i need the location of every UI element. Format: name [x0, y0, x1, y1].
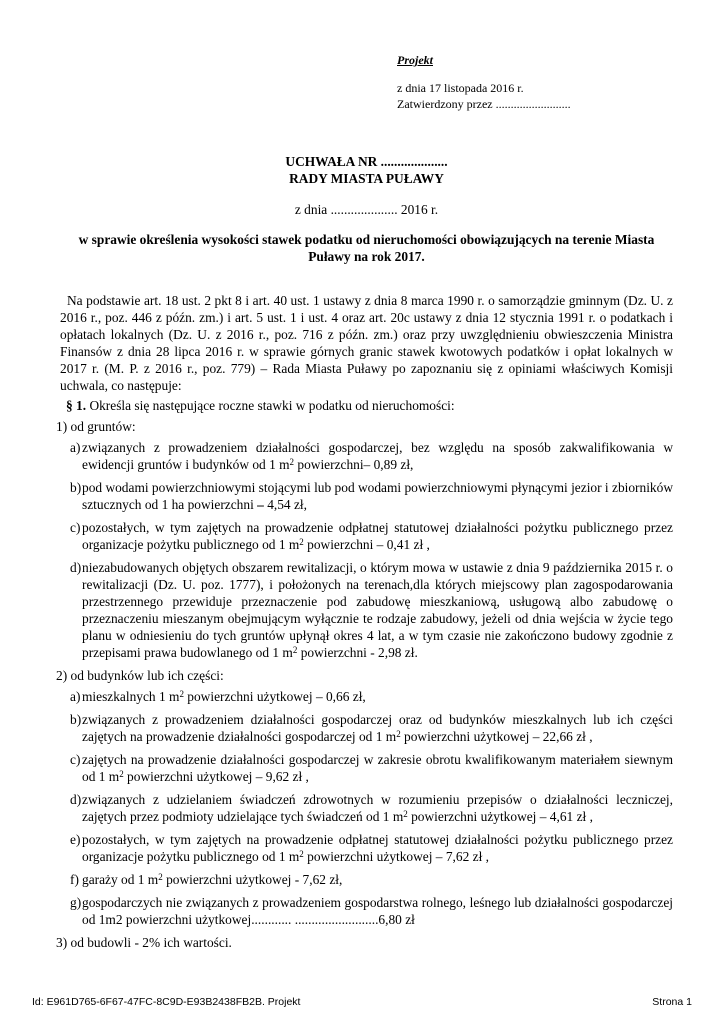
list-item-2f: f) garaży od 1 $m^2$ powierzchni użytkowej - 7,62 zł,	[70, 872, 343, 887]
intro-paragraph: Na podstawie art. 18 ust. 2 pkt 8 i art. 40 ust. 1 ustawy z dnia 8 marca 1990 r. o samorządzie gminnym (Dz. U. z 2016 r., poz. 446 z późn. zm.) i art. 5 ust. 1 i ust. 4 oraz art. 20c ustawy z dnia 12 stycznia 1991 r. o podatkach i opłatach lokalnych (Dz. U. z 2016 r., poz. 716 z późn. zm.) oraz przy uwzględnieniu obwieszczenia Ministra Finansów z dnia 28 lipca 2016 r. w sprawie górnych granic stawek kwotowych podatków i opłat lokalnych w 2017 r. (M. P. z 2016 r., poz. 779) – Rada Miasta Puławy po zapoznaniu się z opiniami właściwych Komisji uchwala, co następuje:	[60, 293, 673, 393]
header-approved: Zatwierdzony przez .........................	[397, 97, 571, 111]
list-item-2e: e) pozostałych, w tym zajętych na prowadzenie odpłatnej statutowej działalności pożytku publicznego przez organizacje pożytku publicznego od 1 $m^2$ powierzchni użytkowej – 7,62 zł ,	[70, 832, 673, 864]
list-item-1d: d) niezabudowanych objętych obszarem rewitalizacji, o którym mowa w ustawie z dnia 9 października 2015 r. o rewitalizacji (Dz. U. poz. 1777), i położonych na terenach,dla których miejscowy plan zagospodarowania przestrzennego przewiduje przeznaczenie pod zabudowę mieszkaniową, usługową albo zabudowę o przeznaczeniu mieszanym obejmującym wyłącznie te rodzaje zabudowy, jeżeli od dnia wejścia w życie tego planu w odniesieniu do tych gruntów upłynął okres 4 lat, a w tym czasie nie zakończono budowy zgodnie z przepisami prawa budowlanego od 1 $m^2$ powierzchni - 2,98 zł.	[70, 560, 673, 660]
projekt-label: Projekt	[397, 53, 433, 67]
section-1-items	[60, 439, 673, 661]
resolution-number: UCHWAŁA NR ....................	[285, 154, 448, 169]
list-item-2d: d) związanych z udzielaniem świadczeń zdrowotnych w rozumieniu przepisów o działalności leczniczej, zajętych przez podmioty udzielające tych świadczeń od 1 $m^2$ powierzchni użytkowej – 4,61 zł ,	[70, 792, 673, 824]
header-block	[397, 52, 571, 112]
list-item-1c: c) pozostałych, w tym zajętych na prowadzenie odpłatnej statutowej działalności pożytku publicznego przez organizacje pożytku publicznego od 1 $m^2$ powierzchni – 0,41 zł ,	[70, 520, 673, 552]
resolution-title	[60, 153, 673, 187]
resolution-subject: w sprawie określenia wysokości stawek podatku od nieruchomości obowiązujących na terenie Miasta Puławy na rok 2017.	[78, 232, 655, 264]
list-item-1a: a) związanych z prowadzeniem działalności gospodarczej, bez względu na sposób zakwalifikowania w ewidencji gruntów i budynków od 1 $m^2$ powierzchni– 0,89 zł,	[70, 440, 673, 472]
resolution-date: z dnia .................... 2016 r.	[294, 202, 439, 217]
list-item-2g: g) gospodarczych nie związanych z prowadzeniem gospodarstwa rolnego, leśnego lub działalności gospodarczej od 1m2 powierzchni użytkowej............ .........................6,80 zł	[70, 895, 673, 927]
section-2-label: 2) od budynków lub ich części:	[56, 668, 224, 683]
list-item-2a: a) mieszkalnych 1 $m^2$ powierzchni użytkowej – 0,66 zł,	[70, 689, 366, 704]
list-item-2c: c) zajętych na prowadzenie działalności gospodarczej w zakresie obrotu kwalifikowanym materiałem siewnym od 1 $m^2$ powierzchni użytkowej – 9,62 zł ,	[70, 752, 673, 784]
header-date: z dnia 17 listopada 2016 r.	[397, 81, 524, 95]
list-item-1b: b) pod wodami powierzchniowymi stojącymi lub pod wodami powierzchniowymi płynącymi jezior i zbiorników sztucznych od 1 ha powierzchni – 4,54 zł,	[70, 480, 673, 512]
footer-page-number: Strona 1	[652, 996, 692, 1008]
council-name: RADY MIASTA PUŁAWY	[289, 171, 444, 186]
paragraph-1	[60, 397, 673, 414]
paragraph-1-label: § 1.	[66, 398, 87, 413]
section-1-label: 1) od gruntów:	[56, 419, 136, 434]
list-item-2b: b) związanych z prowadzeniem działalności gospodarczej oraz od budynków mieszkalnych lub ich części zajętych na prowadzenie działalności gospodarczej od 1 $m^2$ powierzchni użytkowej – 22,66 zł ,	[70, 712, 673, 744]
section-3-label: 3) od budowli - 2% ich wartości.	[56, 935, 232, 950]
document-body	[56, 292, 673, 951]
section-2-items	[60, 688, 673, 928]
footer-document-id: Id: E961D765-6F67-47FC-8C9D-E93B2438FB2B. Projekt	[32, 996, 301, 1008]
paragraph-1-text: Określa się następujące roczne stawki w podatku od nieruchomości:	[86, 398, 455, 413]
